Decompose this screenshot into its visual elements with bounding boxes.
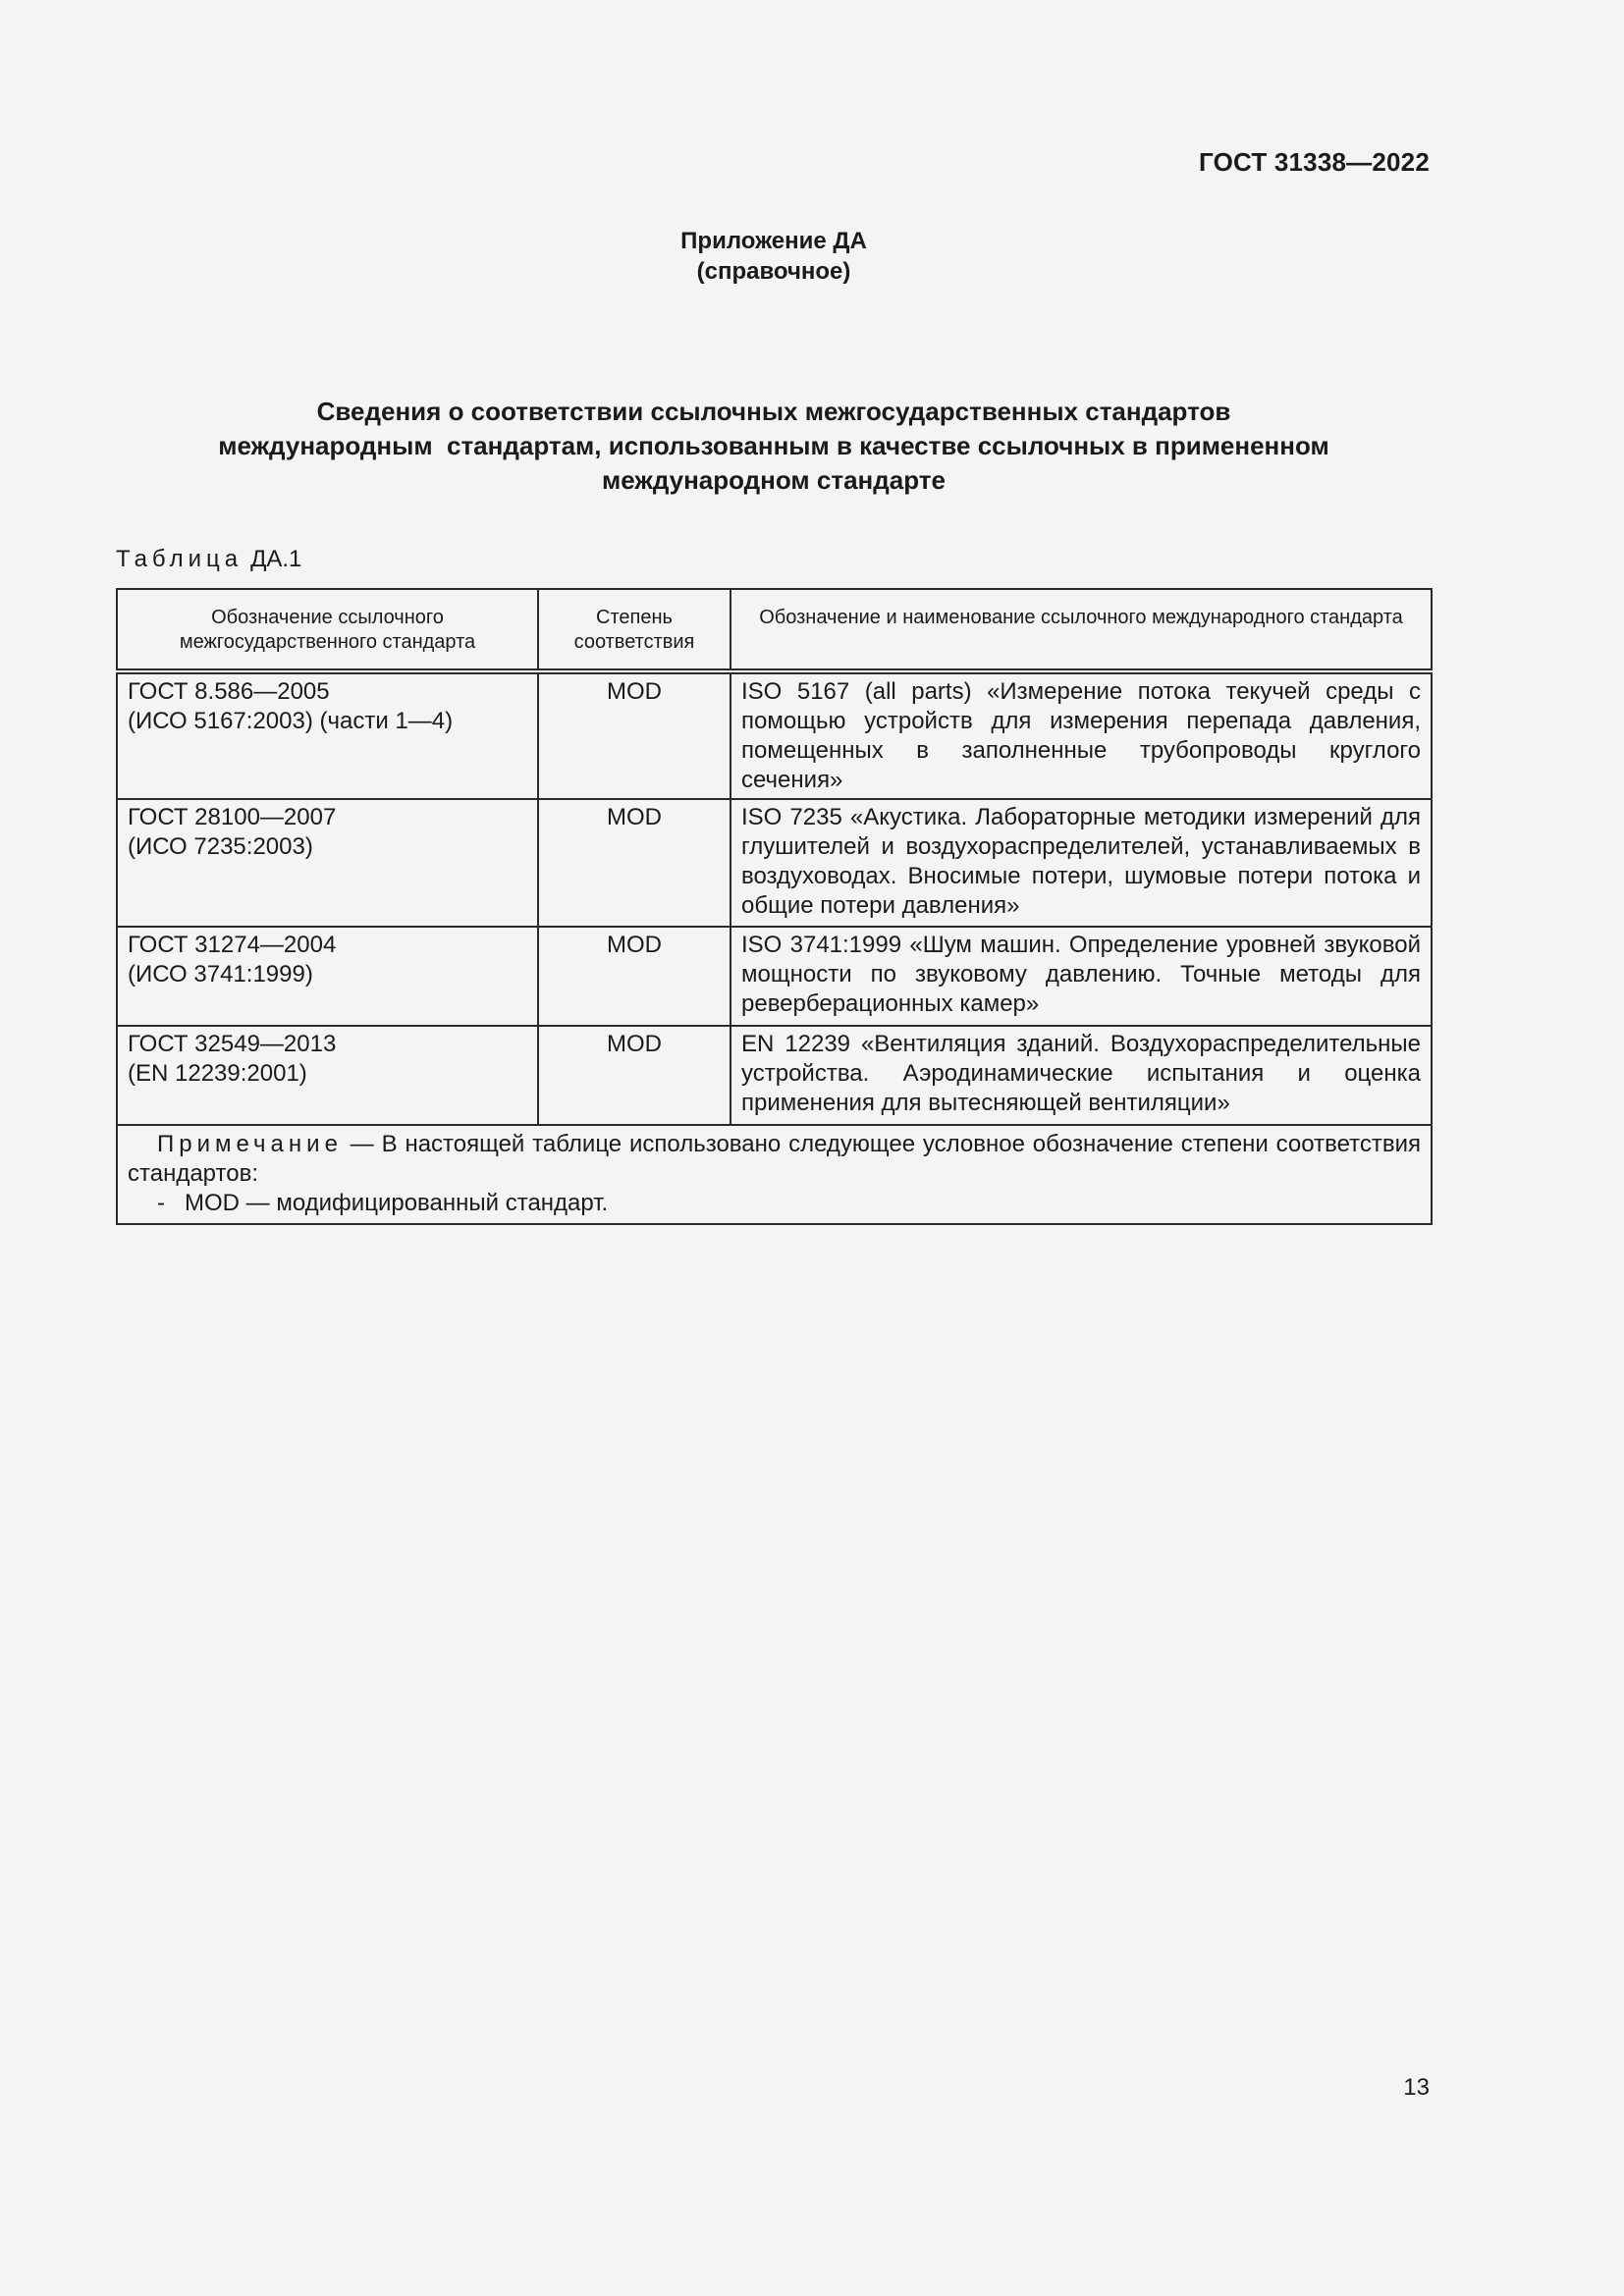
table-caption-number: ДА.1 xyxy=(250,546,302,572)
international-standard-cell: ISO 5167 (all parts) «Измерение потока текучей среды с помощью устройств для измерения перепада давления, помещенных в заполненные трубопроводы круглого сечения» xyxy=(731,671,1432,799)
section-title-line: международным стандартам, использованным в качестве ссылочных в примененном xyxy=(218,431,1329,460)
table-caption xyxy=(116,546,301,573)
table-row xyxy=(117,927,1432,1026)
annex-subtitle: (справочное) xyxy=(696,258,851,285)
standard-equivalent: (ИСО 3741:1999) xyxy=(128,961,313,988)
degree-cell: MOD xyxy=(538,799,731,927)
degree-cell: MOD xyxy=(538,1026,731,1125)
column-header-interstate-standard: Обозначение ссылочного межгосударственного стандарта xyxy=(117,589,538,671)
table-caption-word: Таблица xyxy=(116,546,244,572)
interstate-standard-cell xyxy=(117,927,538,1026)
section-title xyxy=(0,395,1547,498)
table-row xyxy=(117,1026,1432,1125)
international-standard-cell: EN 12239 «Вентиляция зданий. Воздухораспределительные устройства. Аэродинамические испытания и оценка применения для вытесняющей вентиляции» xyxy=(731,1026,1432,1125)
table-row xyxy=(117,671,1432,799)
table-note-row xyxy=(117,1125,1432,1224)
international-standard-cell: ISO 3741:1999 «Шум машин. Определение уровней звуковой мощности по звуковому давлению. Точные методы для реверберационных камер» xyxy=(731,927,1432,1026)
document-code: ГОСТ 31338—2022 xyxy=(1199,147,1430,177)
interstate-standard-cell xyxy=(117,1026,538,1125)
section-title-line: международном стандарте xyxy=(602,465,946,495)
standard-designation: ГОСТ 31274—2004 xyxy=(128,932,337,958)
note-label: Примечание xyxy=(157,1131,343,1157)
standard-equivalent: (ИСО 5167:2003) (части 1—4) xyxy=(128,708,454,734)
degree-cell: MOD xyxy=(538,927,731,1026)
standard-designation: ГОСТ 28100—2007 xyxy=(128,804,337,830)
table-header-row xyxy=(117,589,1432,671)
degree-cell: MOD xyxy=(538,671,731,799)
standard-designation: ГОСТ 32549—2013 xyxy=(128,1031,337,1057)
section-title-line: Сведения о соответствии ссылочных межгосударственных стандартов xyxy=(316,397,1231,426)
reference-standards-table xyxy=(116,588,1433,1225)
standard-designation: ГОСТ 8.586—2005 xyxy=(128,678,330,705)
column-header-international-standard: Обозначение и наименование ссылочного международного стандарта xyxy=(731,589,1432,671)
standard-equivalent: (EN 12239:2001) xyxy=(128,1060,307,1087)
page-number: 13 xyxy=(1403,2074,1430,2101)
annex-heading xyxy=(0,226,1547,287)
annex-title: Приложение ДА xyxy=(680,228,867,254)
note-text: — В настоящей таблице использовано следующее условное обозначение степени соответствия стандартов: xyxy=(128,1131,1421,1187)
note-paragraph xyxy=(128,1130,1421,1189)
table-row xyxy=(117,799,1432,927)
table-note xyxy=(117,1125,1432,1224)
note-list-item: - MOD — модифицированный стандарт. xyxy=(157,1190,609,1216)
interstate-standard-cell xyxy=(117,671,538,799)
standard-equivalent: (ИСО 7235:2003) xyxy=(128,833,313,860)
interstate-standard-cell xyxy=(117,799,538,927)
international-standard-cell: ISO 7235 «Акустика. Лабораторные методики измерений для глушителей и воздухораспределителей, устанавливаемых в воздуховодах. Вносимые потери, шумовые потери потока и общие потери давления» xyxy=(731,799,1432,927)
column-header-degree: Степень соответствия xyxy=(538,589,731,671)
